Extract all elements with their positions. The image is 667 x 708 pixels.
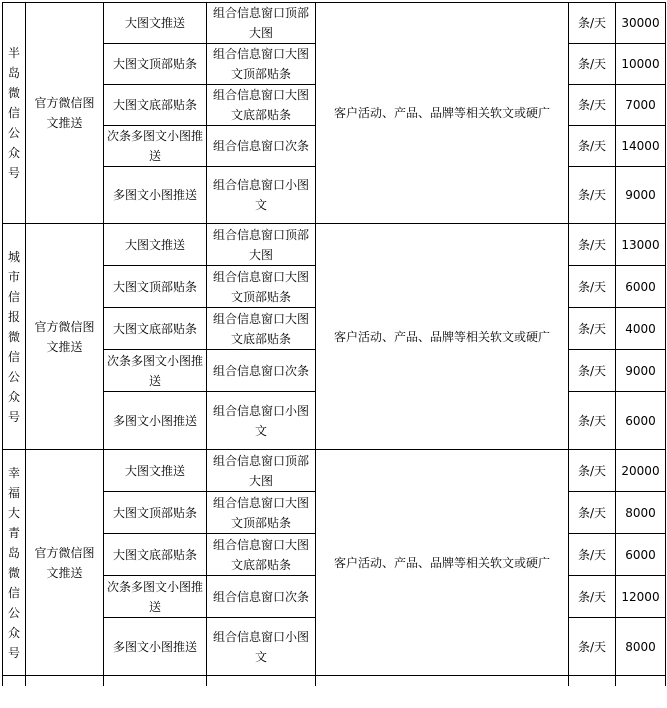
ad-position-cell: 组合信息窗口顶部大图 [207, 224, 316, 266]
table-row [3, 450, 666, 492]
price-cell: 4000 [616, 308, 666, 350]
empty-cell [569, 676, 616, 686]
account-name-char: 公 [7, 369, 20, 384]
account-name-cell [3, 3, 26, 224]
ad-format-cell: 多图文小图推送 [104, 618, 207, 676]
account-name-char: 众 [7, 146, 20, 160]
price-cell: 8000 [616, 492, 666, 534]
unit-cell: 条/天 [569, 167, 616, 224]
account-name-char: 微 [7, 329, 20, 344]
account-name-char: 岛 [7, 545, 20, 560]
ad-format-cell: 大图文底部贴条 [104, 308, 207, 350]
ad-format-cell: 多图文小图推送 [104, 392, 207, 450]
rate-table-body [3, 3, 666, 686]
account-name-char: 号 [7, 409, 20, 424]
account-name-char: 信 [7, 585, 20, 600]
account-name-char: 号 [7, 166, 20, 180]
ad-format-cell: 次条多图文小图推送 [104, 126, 207, 167]
table-row-continuation [3, 676, 666, 686]
content-description-cell: 客户活动、产品、品牌等相关软文或硬广 [316, 3, 569, 224]
ad-format-cell: 多图文小图推送 [104, 167, 207, 224]
unit-cell: 条/天 [569, 3, 616, 44]
unit-cell: 条/天 [569, 266, 616, 308]
ad-format-cell: 大图文底部贴条 [104, 85, 207, 126]
unit-cell: 条/天 [569, 576, 616, 618]
account-name-char: 市 [7, 269, 20, 284]
ad-format-cell: 大图文底部贴条 [104, 534, 207, 576]
account-name-char: 福 [7, 485, 20, 500]
ad-position-cell: 组合信息窗口次条 [207, 126, 316, 167]
empty-cell [104, 676, 207, 686]
account-name-char: 众 [7, 389, 20, 404]
account-name-cell [3, 224, 26, 450]
price-cell: 6000 [616, 392, 666, 450]
price-cell: 6000 [616, 534, 666, 576]
ad-format-cell: 次条多图文小图推送 [104, 576, 207, 618]
unit-cell: 条/天 [569, 350, 616, 392]
account-name-char: 大 [7, 505, 20, 520]
ad-position-cell: 组合信息窗口顶部大图 [207, 3, 316, 44]
ad-position-cell: 组合信息窗口大图文底部贴条 [207, 85, 316, 126]
empty-cell [616, 676, 666, 686]
ad-format-cell: 大图文推送 [104, 224, 207, 266]
account-name-char: 公 [7, 126, 20, 140]
account-name-char: 微 [7, 86, 20, 100]
channel-cell: 官方微信图文推送 [26, 3, 104, 224]
ad-format-cell: 次条多图文小图推送 [104, 350, 207, 392]
unit-cell: 条/天 [569, 126, 616, 167]
price-cell: 9000 [616, 167, 666, 224]
unit-cell: 条/天 [569, 85, 616, 126]
account-name-char: 公 [7, 605, 20, 620]
account-name-char: 微 [7, 565, 20, 580]
ad-position-cell: 组合信息窗口大图文顶部贴条 [207, 492, 316, 534]
account-name-char: 报 [7, 309, 20, 324]
channel-cell: 官方微信图文推送 [26, 450, 104, 676]
account-name-char: 半 [7, 46, 20, 60]
ad-position-cell: 组合信息窗口小图文 [207, 392, 316, 450]
ad-position-cell: 组合信息窗口大图文底部贴条 [207, 534, 316, 576]
account-name-char: 信 [7, 349, 20, 364]
empty-cell [3, 676, 26, 686]
ad-position-cell: 组合信息窗口小图文 [207, 618, 316, 676]
price-cell: 10000 [616, 44, 666, 85]
account-name-char: 信 [7, 106, 20, 120]
price-cell: 20000 [616, 450, 666, 492]
unit-cell: 条/天 [569, 224, 616, 266]
account-name-char: 信 [7, 289, 20, 304]
ad-format-cell: 大图文顶部贴条 [104, 492, 207, 534]
ad-position-cell: 组合信息窗口次条 [207, 576, 316, 618]
ad-position-cell: 组合信息窗口顶部大图 [207, 450, 316, 492]
ad-position-cell: 组合信息窗口大图文顶部贴条 [207, 266, 316, 308]
empty-cell [207, 676, 316, 686]
table-row [3, 3, 666, 44]
unit-cell: 条/天 [569, 492, 616, 534]
account-name-char: 青 [7, 525, 20, 540]
unit-cell: 条/天 [569, 618, 616, 676]
ad-rate-table [2, 2, 666, 686]
ad-position-cell: 组合信息窗口大图文底部贴条 [207, 308, 316, 350]
account-name-char: 众 [7, 625, 20, 640]
price-cell: 12000 [616, 576, 666, 618]
ad-position-cell: 组合信息窗口小图文 [207, 167, 316, 224]
price-cell: 30000 [616, 3, 666, 44]
account-name-char: 幸 [7, 465, 20, 480]
unit-cell: 条/天 [569, 450, 616, 492]
empty-cell [26, 676, 104, 686]
ad-position-cell: 组合信息窗口大图文顶部贴条 [207, 44, 316, 85]
unit-cell: 条/天 [569, 534, 616, 576]
unit-cell: 条/天 [569, 308, 616, 350]
price-cell: 14000 [616, 126, 666, 167]
price-cell: 9000 [616, 350, 666, 392]
price-cell: 6000 [616, 266, 666, 308]
ad-format-cell: 大图文推送 [104, 3, 207, 44]
account-name-char: 岛 [7, 66, 20, 80]
account-name-cell [3, 450, 26, 676]
ad-format-cell: 大图文顶部贴条 [104, 266, 207, 308]
ad-format-cell: 大图文顶部贴条 [104, 44, 207, 85]
empty-cell [316, 676, 569, 686]
unit-cell: 条/天 [569, 392, 616, 450]
table-row [3, 224, 666, 266]
channel-cell: 官方微信图文推送 [26, 224, 104, 450]
price-cell: 8000 [616, 618, 666, 676]
unit-cell: 条/天 [569, 44, 616, 85]
account-name-char: 城 [7, 249, 20, 264]
price-cell: 13000 [616, 224, 666, 266]
price-cell: 7000 [616, 85, 666, 126]
content-description-cell: 客户活动、产品、品牌等相关软文或硬广 [316, 450, 569, 676]
ad-format-cell: 大图文推送 [104, 450, 207, 492]
content-description-cell: 客户活动、产品、品牌等相关软文或硬广 [316, 224, 569, 450]
ad-position-cell: 组合信息窗口次条 [207, 350, 316, 392]
account-name-char: 号 [7, 645, 20, 660]
